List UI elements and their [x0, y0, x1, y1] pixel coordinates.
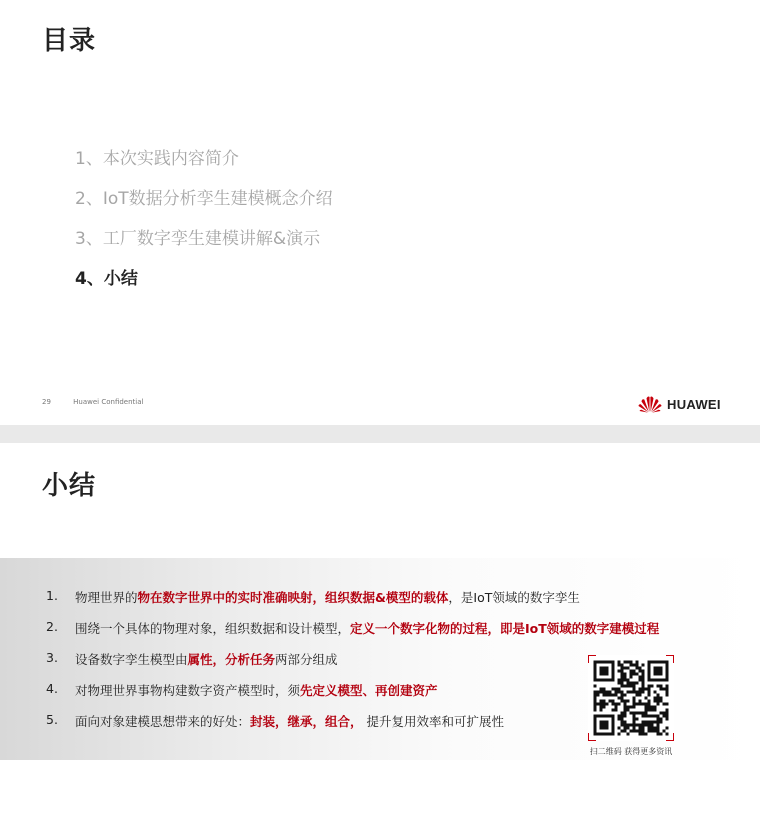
summary-item-number: 4. [46, 681, 58, 696]
huawei-petal-icon [637, 395, 663, 413]
plain-text: 物理世界的 [75, 590, 138, 605]
toc-item: 2、IoT数据分析孪生建模概念介绍 [75, 189, 333, 209]
toc-list [75, 148, 333, 308]
confidential-label: Huawei Confidential [73, 398, 144, 406]
page-number: 29 [42, 398, 51, 406]
toc-item: 1、本次实践内容简介 [75, 149, 239, 169]
summary-item-number: 3. [46, 650, 58, 665]
logo-text: HUAWEI [667, 396, 721, 412]
summary-item-text [75, 681, 438, 712]
summary-slide [0, 443, 760, 829]
summary-item [46, 650, 659, 681]
toc-item-active: 4、小结 [75, 269, 138, 289]
slide-footer [42, 398, 143, 406]
summary-item [46, 681, 659, 712]
summary-item-number: 2. [46, 619, 58, 634]
highlight-text: 属性，分析任务 [187, 652, 276, 667]
toc-item: 3、工厂数字孪生建模讲解&演示 [75, 229, 321, 249]
huawei-logo [637, 395, 721, 413]
highlight-text: 封装，继承，组合， [250, 714, 363, 729]
highlight-text: 物在数字世界中的实时准确映射，组织数据&模型的载体 [137, 590, 449, 605]
highlight-text: 先定义模型、再创建资产 [300, 683, 438, 698]
summary-item-text [75, 712, 504, 743]
plain-text: ，是IoT领域的数字孪生 [448, 590, 580, 605]
summary-item-text [75, 650, 338, 681]
summary-item-number: 5. [46, 712, 58, 727]
summary-item [46, 619, 659, 650]
summary-item-text [75, 588, 580, 619]
qr-code-icon [588, 655, 674, 741]
plain-text: 面向对象建模思想带来的好处： [75, 714, 251, 729]
page-title: 目录 [42, 26, 97, 56]
highlight-text: 定义一个数字化物的过程，即是IoT领域的数字建模过程 [350, 621, 660, 636]
plain-text: 设备数字孪生模型由 [75, 652, 188, 667]
qr-caption: 扫二维码 获得更多资讯 [589, 747, 673, 756]
plain-text: 两部分组成 [275, 652, 338, 667]
plain-text: 提升复用效率和可扩展性 [362, 714, 505, 729]
summary-item [46, 588, 659, 619]
plain-text: 对物理世界事物构建数字资产模型时，须 [75, 683, 301, 698]
summary-list [46, 588, 659, 743]
summary-item-number: 1. [46, 588, 58, 603]
page-title: 小结 [42, 471, 97, 501]
plain-text: 围绕一个具体的物理对象，组织数据和设计模型， [75, 621, 351, 636]
summary-item [46, 712, 659, 743]
summary-item-text [75, 619, 659, 650]
